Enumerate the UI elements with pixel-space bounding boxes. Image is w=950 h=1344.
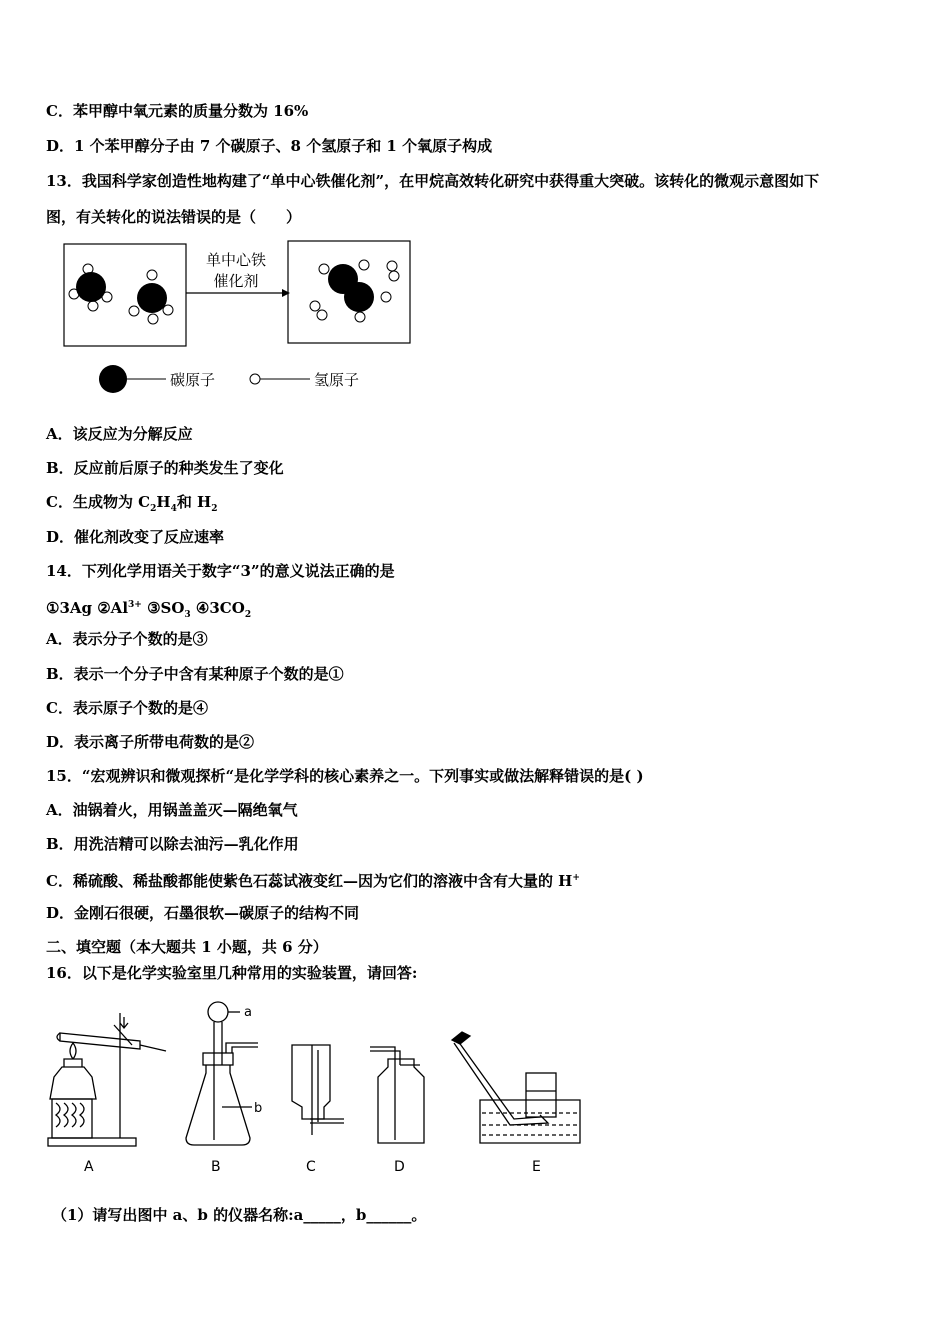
- q13-option-b: B．反应前后原子的种类发生了变化: [46, 459, 284, 477]
- q16-apparatus-diagram: [40, 995, 600, 1180]
- label-B: B: [211, 1159, 221, 1175]
- q12-option-c: C．苯甲醇中氧元素的质量分数为 16%: [46, 102, 309, 120]
- label-b-pointer: b: [254, 1101, 263, 1116]
- apparatus-a: [48, 1013, 166, 1146]
- label-a-pointer: a: [244, 1005, 252, 1020]
- q12-option-d: D．1 个苯甲醇分子由 7 个碳原子、8 个氢原子和 1 个氧原子构成: [46, 137, 493, 155]
- hydrogen-molecule-2: [310, 301, 327, 320]
- legend-hydrogen-label: 氢原子: [314, 371, 360, 389]
- q13-option-c: C．生成物为 $C_2H_4$和 $H_2$: [46, 493, 218, 514]
- ethylene-molecule: [319, 260, 391, 322]
- catalyst-label-line2: 催化剂: [213, 272, 259, 290]
- label-A: A: [84, 1159, 94, 1175]
- q14-option-c: C．表示原子个数的是④: [46, 699, 208, 717]
- q13-option-a: A．该反应为分解反应: [46, 425, 193, 443]
- label-E: E: [532, 1159, 541, 1175]
- q13-option-d: D．催化剂改变了反应速率: [46, 528, 225, 546]
- legend-carbon-label: 碳原子: [170, 371, 216, 389]
- q16-stem: 16．以下是化学实验室里几种常用的实验装置，请回答:: [46, 964, 418, 982]
- arrow-head: [282, 289, 290, 297]
- q14-option-d: D．表示离子所带电荷数的是②: [46, 733, 255, 751]
- q15-option-a: A．油锅着火，用锅盖盖灭—隔绝氧气: [46, 801, 298, 819]
- q13-reaction-diagram: [60, 238, 420, 398]
- methane-molecule-1: [69, 264, 112, 311]
- apparatus-b: [186, 1002, 258, 1145]
- q16-subquestion-1: （1）请写出图中 a、b 的仪器名称:a_____，b______。: [52, 1206, 427, 1224]
- apparatus-d: [370, 1047, 424, 1143]
- label-D: D: [394, 1159, 405, 1175]
- q14-stem: 14．下列化学用语关于数字“3”的意义说法正确的是: [46, 562, 395, 580]
- section2-title: 二、填空题（本大题共 1 小题，共 6 分）: [46, 938, 328, 956]
- q14-formulas: ①3Ag $②Al^{3+}$ $③SO_3$ $④3CO_2$: [46, 599, 252, 620]
- q15-option-c: C．稀硫酸、稀盐酸都能使紫色石蕊试液变红—因为它们的溶液中含有大量的 H+: [46, 872, 580, 890]
- catalyst-label-line1: 单中心铁: [205, 251, 267, 269]
- legend-hydrogen-icon: [250, 374, 260, 384]
- q14-option-a: A．表示分子个数的是③: [46, 630, 208, 648]
- apparatus-c: [292, 1045, 344, 1135]
- legend-carbon-icon: [99, 365, 127, 393]
- hydrogen-molecule-1: [387, 261, 399, 281]
- q13-stem-line1: 13．我国科学家创造性地构建了“单中心铁催化剂”，在甲烷高效转化研究中获得重大突破。该转化的微观示意图如下: [46, 172, 820, 190]
- q13-stem-line2: 图，有关转化的说法错误的是（ ）: [46, 208, 302, 226]
- q15-stem: 15．“宏观辨识和微观探析“是化学学科的核心素养之一。下列事实或做法解释错误的是( ): [46, 767, 644, 785]
- apparatus-e: [452, 1032, 580, 1143]
- methane-molecule-2: [129, 270, 173, 324]
- q15-option-b: B．用洗洁精可以除去油污—乳化作用: [46, 835, 299, 853]
- q14-option-b: B．表示一个分子中含有某种原子个数的是①: [46, 665, 344, 683]
- q15-option-d: D．金刚石很硬，石墨很软—碳原子的结构不同: [46, 904, 360, 922]
- label-C: C: [306, 1159, 316, 1175]
